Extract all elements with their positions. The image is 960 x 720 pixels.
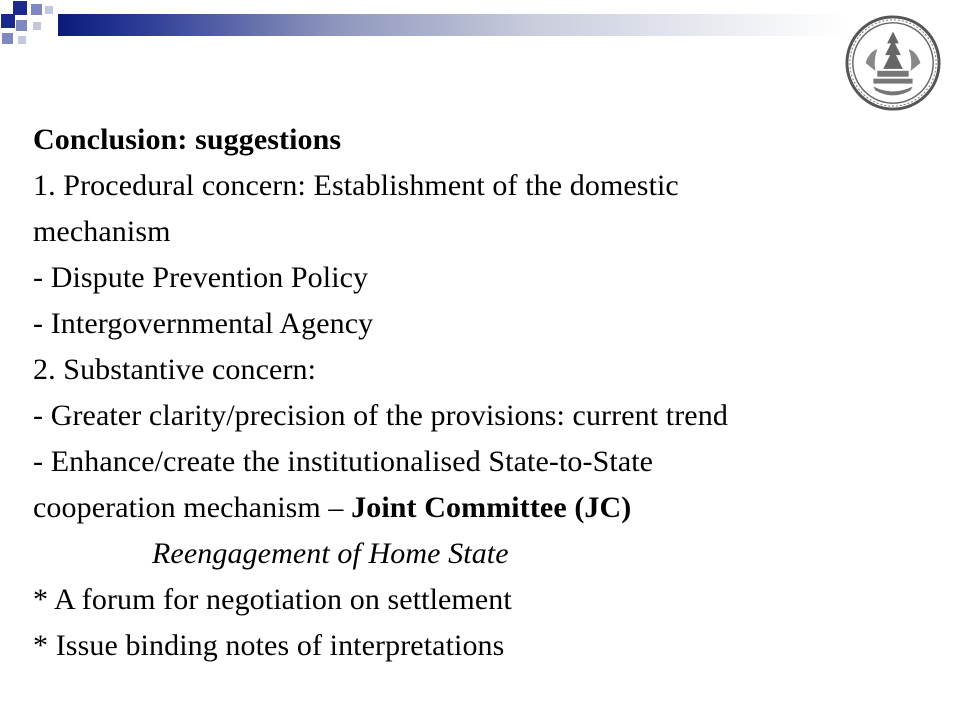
- item2-bullet-2-line1: - Enhance/create the institutionalised State-to-State: [33, 445, 654, 478]
- joint-committee-label: Joint Committee (JC): [351, 491, 632, 524]
- item1-line2: mechanism: [33, 215, 171, 248]
- item2-bullet-2-plain: cooperation mechanism –: [33, 491, 352, 524]
- item1-line1: 1. Procedural concern: Establishment of the domestic: [33, 169, 679, 202]
- item2-bullet-1: - Greater clarity/precision of the provisions: current trend: [33, 399, 728, 432]
- star-item-2: * Issue binding notes of interpretations: [33, 629, 505, 662]
- royal-seal-icon: [844, 14, 942, 112]
- header-gradient-bar: [58, 14, 848, 36]
- item2-title: 2. Substantive concern:: [33, 353, 317, 386]
- italic-note: Reengagement of Home State: [152, 537, 509, 570]
- item2-bullet-2-line2: [33, 485, 933, 531]
- slide-heading: Conclusion: suggestions: [33, 123, 342, 156]
- item1-bullet-1: - Dispute Prevention Policy: [33, 261, 369, 294]
- slide-body: [33, 117, 933, 669]
- star-item-1: * A forum for negotiation on settlement: [33, 583, 512, 616]
- item1-bullet-2: - Intergovernmental Agency: [33, 307, 374, 340]
